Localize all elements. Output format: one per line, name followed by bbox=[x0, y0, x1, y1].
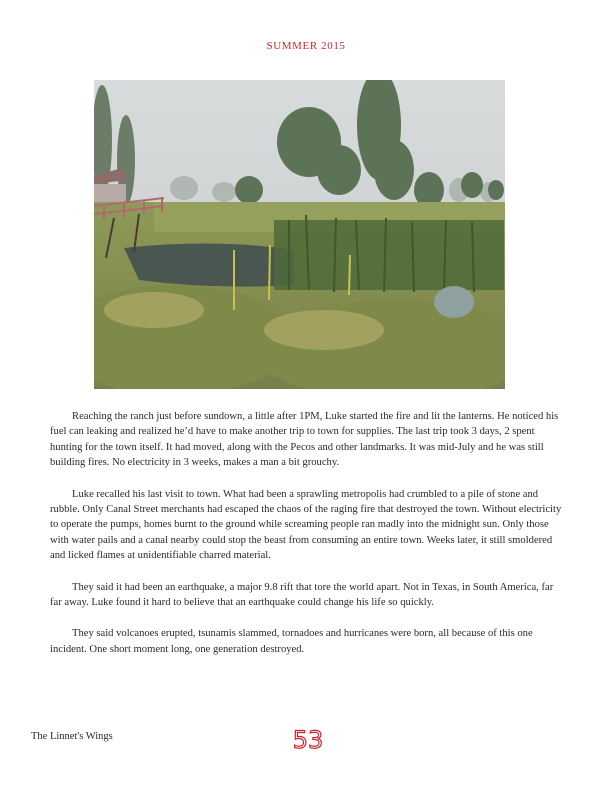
publication-title: The Linnet's Wings bbox=[31, 731, 113, 742]
landscape-photo bbox=[94, 80, 505, 389]
page-number-text: 53 bbox=[292, 726, 324, 754]
page-number bbox=[286, 724, 330, 754]
story-paragraph-2: Luke recalled his last visit to town. What had been a sprawling metropolis had crumbled to a pile of stone and rubble. Only Canal Street merchants had escaped the chaos of the raging fire that destroyed the town. Without electricity to operate the pumps, homes burnt to the ground while screaming people ran madly into the midnight sun. Only those with water pails and a canal nearby could stop the beast from consuming an entire town. Weeks later, it still smoldered and licked flames at unidentifiable charred material. bbox=[50, 488, 562, 562]
story-text bbox=[50, 409, 562, 673]
section-header: SUMMER 2015 bbox=[266, 40, 346, 52]
story-paragraph-1: Reaching the ranch just before sundown, a little after 1PM, Luke started the fire and lit the lanterns. He noticed his fuel can leaking and realized he’d have to make another trip to town for supplies. The last trip took 3 days, 2 spent hunting for the town itself. It had moved, along with the Pecos and other landmarks. It was mid-July and he was still building fires. No electricity in 3 weeks, makes a man a bit grouchy. bbox=[50, 411, 559, 469]
story-paragraph-4: They said volcanoes erupted, tsunamis slammed, tornadoes and hurricanes were born, all because of this one incident. One short moment long, one generation destroyed. bbox=[50, 628, 533, 655]
story-paragraph-3: They said it had been an earthquake, a major 9.8 rift that tore the world apart. Not in Texas, in South America, far far away. Luke found it hard to believe that an earthquake could change his life so quickly. bbox=[50, 581, 554, 609]
